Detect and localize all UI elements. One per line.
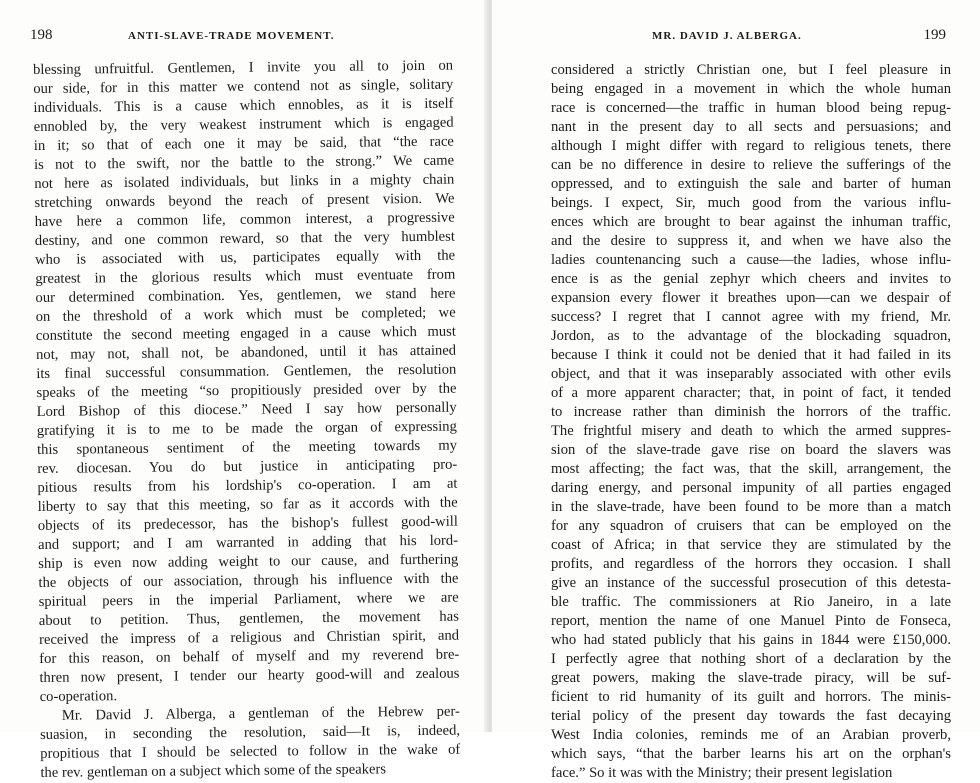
text-line: on the threshold of a work which must be completed; we — [35, 304, 456, 325]
text-line: Mr. David J. Alberga, a gentleman of the Hebrew per- — [61, 703, 460, 724]
text-line: because I think it could not be denied that it had failed in its — [551, 347, 951, 363]
text-line: for this reason, on behalf of myself and my reverend bre- — [39, 646, 460, 667]
text-line: the rev. gentleman on a subject which some of the speakers — [40, 761, 387, 781]
text-line: greatest in the glorious results which must eventuate from — [35, 266, 456, 287]
text-line: can be no difference in desire to relieve the sufferings of the — [551, 157, 951, 173]
text-line: for any squadron of cruisers that can be employed on the — [551, 518, 951, 534]
text-line: oppressed, and to extinguish the sale and barter of human — [551, 176, 951, 192]
text-line: and support; and I am warranted in adding that his lord- — [37, 532, 459, 553]
text-line: gratifying it is to me to be made the organ of expressing — [36, 418, 457, 439]
text-line: blessing unfruitful. Gentlemen, I invite you all to join on — [33, 57, 454, 78]
right-page-number: 199 — [923, 27, 946, 43]
text-line: ence is as the genial zephyr which cheers and invites to — [551, 271, 951, 287]
text-line: although I might differ with regard to religious tenets, there — [551, 138, 951, 154]
text-line: liberty to say that this meeting, so far as it accords with the — [37, 494, 458, 515]
text-line: who had stated publicly that his gains in 1844 were £150,000. — [551, 632, 951, 648]
left-page-body — [33, 57, 461, 783]
left-page-number: 198 — [30, 27, 53, 43]
right-page — [492, 0, 980, 781]
right-page-header — [542, 27, 946, 50]
left-page — [0, 0, 488, 781]
text-line: rev. diocesan. You do but justice in anticipating pro- — [37, 456, 458, 477]
text-line: give an instance of the successful prosecution of this detesta- — [551, 575, 951, 591]
text-line: this spontaneous sentiment of the meeting towards my — [36, 437, 458, 458]
text-line: spiritual peers in the imperial Parliament, where we are — [38, 589, 459, 610]
text-line: suasion, in seconding the resolution, said—It is, indeed, — [39, 722, 461, 743]
text-line: ble traffic. The commissioners at Rio Janeiro, in a late — [551, 594, 951, 610]
text-line: individuals. This is a cause which ennobles, as it is itself — [33, 95, 454, 116]
text-line: I perfectly agree that nothing short of a declaration by the — [551, 651, 951, 667]
text-line: expansion every flower it breathes upon—can we despair of — [551, 290, 951, 306]
text-line: and the desire to suppress it, and when we have also the — [551, 233, 951, 249]
text-line: beings. I expect, Sir, much good from the various influ- — [551, 195, 951, 211]
text-line: race is concerned—the traffic in human blood being repug- — [551, 100, 951, 116]
text-line: our determined combination. Yes, gentlemen, we stand here — [35, 285, 456, 306]
text-line: success? I regret that I cannot agree with my friend, Mr. — [551, 309, 951, 325]
text-line: daring energy, and personal impunity of all parties engaged — [551, 480, 951, 496]
text-line: ences which are brought to bear against the inhuman traffic, — [551, 214, 951, 230]
text-line: pitious results from his lordship's co-operation. I am at — [37, 475, 458, 496]
text-line: in it; so that of each one it may be said, that “the race — [33, 133, 454, 154]
text-line: great powers, making the slave-trade piracy, will be suf- — [551, 670, 951, 686]
text-line: propitious that I should be selected to follow in the wake of — [40, 741, 461, 762]
text-line: considered a strictly Christian one, but I feel pleasure in — [551, 62, 951, 78]
text-line: its final successful consummation. Gentlemen, the resolution — [36, 361, 457, 382]
text-line: of a more apparent character; that, in point of fact, it tended — [551, 385, 951, 401]
text-line: is not to the swift, nor the battle to the strong.” We came — [34, 152, 455, 173]
text-line: object, and that it was inseparably associated with other evils — [551, 366, 951, 382]
text-line: sion of the slave-trade gave rise on board the slavers was — [551, 442, 951, 458]
right-page-body — [551, 61, 951, 783]
text-line: destiny, and one common reward, so that the very humblest — [34, 228, 455, 249]
text-line: ficient to rid humanity of its guilt and horrors. The minis- — [551, 689, 951, 705]
text-line: Lord Bishop of this diocese.” Need I say how personally — [36, 399, 457, 420]
text-line: report, mention the name of one Manuel Pinto de Fonseca, — [551, 613, 951, 629]
text-line: co-operation. — [39, 688, 118, 705]
right-running-head: MR. DAVID J. ALBERGA. — [652, 30, 802, 42]
text-line: face.” So it was with the Ministry; their present legislation — [551, 765, 893, 781]
text-line: nant in the present day to all sects and persuasions; and — [551, 119, 951, 135]
text-line: have here a common life, common interest, a progressive — [34, 209, 455, 230]
text-line: speaks of the meeting “so propitiously presided over by the — [36, 380, 457, 401]
text-line: being engaged in a movement in which the whole human — [551, 81, 951, 97]
text-line: in the slave-trade, have been found to be more than a match — [551, 499, 951, 515]
text-line: the objects of our association, through his influence with the — [38, 570, 459, 591]
text-line: ship is even now adding weight to our cause, and furthering — [38, 551, 459, 572]
text-line: not here as isolated individuals, but links in a mighty chain — [34, 171, 455, 192]
text-line: our side, for in this matter we contend not as single, solitary — [33, 76, 454, 97]
text-line: ladies countenancing such a cause—the ladies, whose influ- — [551, 252, 951, 268]
left-page-header — [30, 27, 448, 50]
left-running-head: ANTI-SLAVE-TRADE MOVEMENT. — [128, 30, 335, 42]
text-line: Jordon, as to the advantage of the blockading squadron, — [551, 328, 951, 344]
text-line: thren now present, I tender our hearty good-will and zealous — [39, 665, 460, 686]
text-line: who is associated with us, participates equally with the — [35, 247, 456, 268]
text-line: stretching onwards beyond the reach of present vision. We — [34, 190, 455, 211]
text-line: constitute the second meeting engaged in a cause which must — [35, 323, 456, 344]
text-line: about to petition. Thus, gentlemen, the movement has — [38, 608, 459, 629]
text-line: West India colonies, reminds me of an Arabian proverb, — [551, 727, 951, 743]
text-line: profits, and regardless of the horrors they occasion. I shall — [551, 556, 951, 572]
text-line: which says, “that the barber learns his art on the orphan's — [551, 746, 951, 762]
text-line: received the impress of a religious and Christian spirit, and — [38, 627, 460, 648]
text-line: objects of its predecessor, has the bishop's fullest good-will — [37, 513, 458, 534]
text-line: The frightful misery and death to which the armed suppres- — [551, 423, 951, 439]
text-line: most affecting; the fact was, that the skill, arrangement, the — [551, 461, 951, 477]
text-line: coast of Africa; in that service they are stimulated by the — [551, 537, 951, 553]
text-line: terial policy of the present day towards the fast decaying — [551, 708, 951, 724]
text-line: ennobled by, the very weakest instrument which is engaged — [33, 114, 454, 135]
text-line: to increase rather than diminish the horrors of the traffic. — [551, 404, 951, 420]
text-line: not, may not, shall not, be abandoned, until it has attained — [35, 342, 457, 363]
